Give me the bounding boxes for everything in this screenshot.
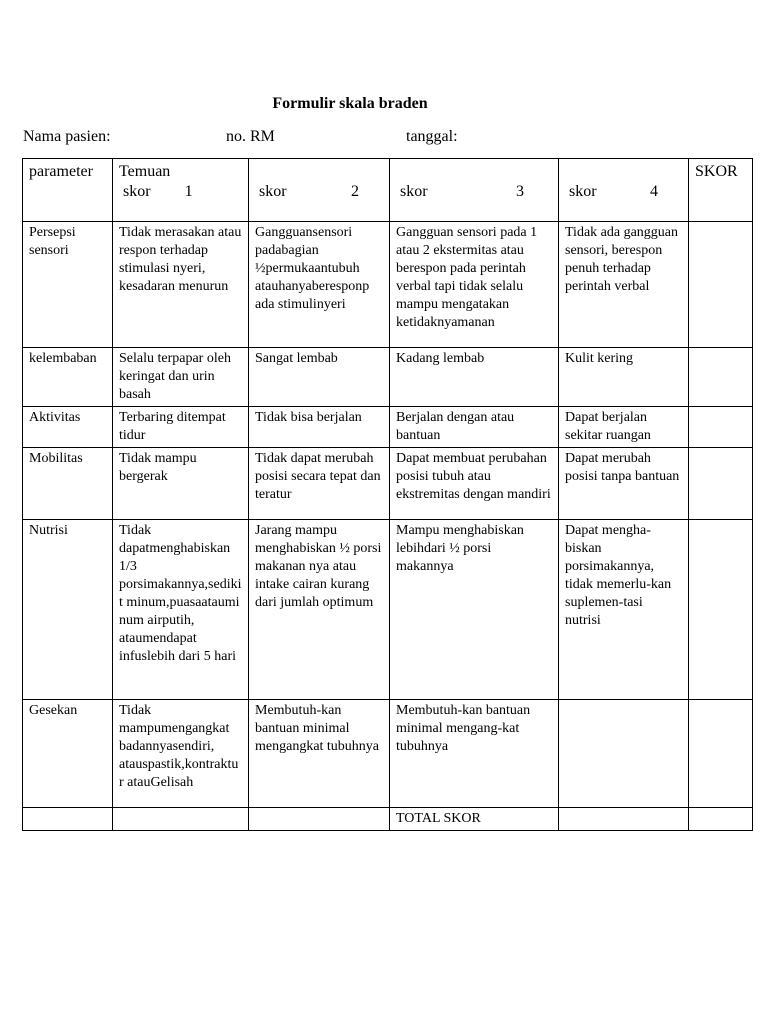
row-skor-1: Terbaring ditempat tidur: [113, 407, 249, 448]
header-temuan: Temuan: [119, 163, 171, 180]
header-skor-2-number: 2: [351, 183, 359, 200]
row-skor-3: Gangguan sensori pada 1 atau 2 ekstermitas atau berespon pada perintah verbal tapi tidak selalu mampu mengatakan ketidaknyamanan: [390, 222, 559, 348]
row-score-cell[interactable]: [689, 407, 753, 448]
row-skor-4: Kulit kering: [559, 348, 689, 407]
header-skor-2: [249, 159, 390, 222]
header-skor-4: [559, 159, 689, 222]
total-empty-cell: [113, 808, 249, 831]
row-skor-3: Membutuh-kan bantuan minimal mengang-kat tubuhnya: [390, 700, 559, 808]
header-parameter: parameter: [23, 159, 113, 222]
patient-name-label: Nama pasien:: [23, 128, 111, 145]
row-score-cell[interactable]: [689, 222, 753, 348]
row-score-cell[interactable]: [689, 520, 753, 700]
table-row: [23, 448, 753, 520]
row-parameter: Aktivitas: [23, 407, 113, 448]
row-skor-1: Tidak merasakan atau respon terhadap stimulasi nyeri, kesadaran menurun: [113, 222, 249, 348]
total-empty-cell: [23, 808, 113, 831]
row-skor-2: Tidak dapat merubah posisi secara tepat dan teratur: [249, 448, 390, 520]
header-row: [23, 159, 753, 222]
row-parameter: Nutrisi: [23, 520, 113, 700]
total-row: [23, 808, 753, 831]
total-score-label: TOTAL SKOR: [390, 808, 559, 831]
row-skor-2: Gangguansensori padabagian ½permukaantubuh atauhanyaberesponp ada stimulinyeri: [249, 222, 390, 348]
header-skor-2-label: skor: [259, 183, 287, 200]
table-row: [23, 222, 753, 348]
table-row: [23, 407, 753, 448]
header-skor-4-number: 4: [650, 183, 658, 200]
header-skor-1-number: 1: [184, 183, 193, 200]
header-skor: SKOR: [689, 159, 753, 222]
row-skor-2: Membutuh-kan bantuan minimal mengangkat tubuhnya: [249, 700, 390, 808]
row-score-cell[interactable]: [689, 348, 753, 407]
row-skor-2: Sangat lembab: [249, 348, 390, 407]
braden-scale-table: [22, 158, 753, 831]
header-skor-3-number: 3: [516, 183, 524, 200]
row-parameter: Persepsi sensori: [23, 222, 113, 348]
row-parameter: Gesekan: [23, 700, 113, 808]
row-skor-4: Dapat mengha-biskan porsimakannya, tidak memerlu-kan suplemen-tasi nutrisi: [559, 520, 689, 700]
row-skor-1: Tidak mampu bergerak: [113, 448, 249, 520]
header-skor-4-label: skor: [569, 183, 597, 200]
row-skor-4: [559, 700, 689, 808]
row-skor-3: Mampu menghabiskan lebihdari ½ porsi makannya: [390, 520, 559, 700]
row-skor-1: Tidak mampumengangkat badannyasendiri, atauspastik,kontraktur atauGelisah: [113, 700, 249, 808]
header-skor-1: [113, 159, 249, 222]
row-score-cell[interactable]: [689, 700, 753, 808]
form-title: Formulir skala braden: [272, 95, 428, 112]
row-skor-3: Berjalan dengan atau bantuan: [390, 407, 559, 448]
header-skor-3: [390, 159, 559, 222]
medical-record-label: no. RM: [226, 128, 275, 145]
row-skor-1: Selalu terpapar oleh keringat dan urin basah: [113, 348, 249, 407]
date-label: tanggal:: [406, 128, 458, 145]
row-skor-3: Dapat membuat perubahan posisi tubuh atau ekstremitas dengan mandiri: [390, 448, 559, 520]
table-row: [23, 348, 753, 407]
header-skor-3-label: skor: [400, 183, 428, 200]
row-skor-3: Kadang lembab: [390, 348, 559, 407]
total-empty-cell: [249, 808, 390, 831]
row-skor-2: Tidak bisa berjalan: [249, 407, 390, 448]
total-empty-cell: [559, 808, 689, 831]
total-score-cell[interactable]: [689, 808, 753, 831]
row-score-cell[interactable]: [689, 448, 753, 520]
row-parameter: Mobilitas: [23, 448, 113, 520]
table-row: [23, 520, 753, 700]
header-skor-1-label: skor: [123, 183, 151, 200]
row-skor-4: Tidak ada gangguan sensori, berespon penuh terhadap perintah verbal: [559, 222, 689, 348]
row-skor-1: Tidak dapatmenghabiskan 1/3 porsimakannya,sedikit minum,puasaataumi num airputih, ataumendapat infuslebih dari 5 hari: [113, 520, 249, 700]
row-parameter: kelembaban: [23, 348, 113, 407]
row-skor-4: Dapat merubah posisi tanpa bantuan: [559, 448, 689, 520]
row-skor-4: Dapat berjalan sekitar ruangan: [559, 407, 689, 448]
row-skor-2: Jarang mampu menghabiskan ½ porsi makanan nya atau intake cairan kurang dari jumlah optimum: [249, 520, 390, 700]
table-row: [23, 700, 753, 808]
